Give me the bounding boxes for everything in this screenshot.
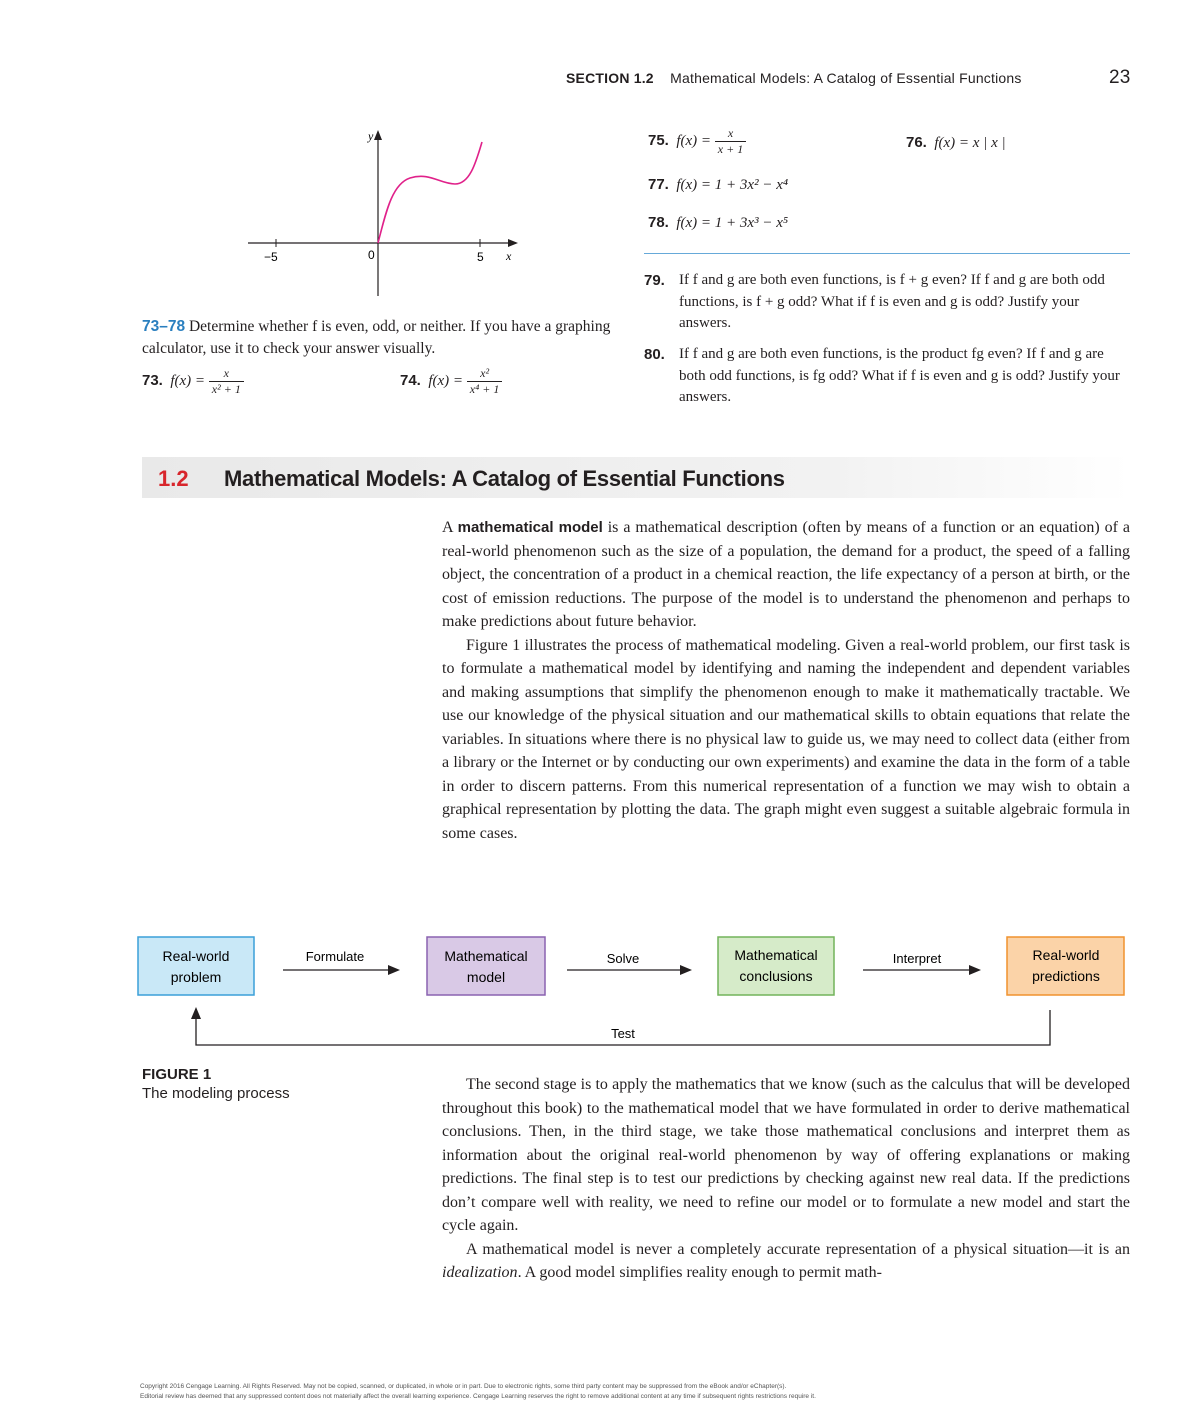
box-label: Mathematical xyxy=(444,948,528,964)
fraction-denominator: x⁴ + 1 xyxy=(467,381,503,397)
fraction-numerator: x xyxy=(223,366,229,380)
arrow-label-interpret: Interpret xyxy=(892,951,942,966)
section-number: 1.2 xyxy=(158,466,189,491)
tick-label-zero: 0 xyxy=(368,248,375,262)
exercise-instruction-text: Determine whether f is even, odd, or neither. If you have a graphing calculator, use it to check your answer visually. xyxy=(142,318,611,357)
question-number: 79. xyxy=(644,272,665,289)
figure-label: FIGURE 1 xyxy=(142,1066,212,1083)
copyright-line-2: Editorial review has deemed that any suppressed content does not materially affect the overall learning experience. Cengage Learning reserves the right to remove additional content at any time if subsequent rights restrictions require it. xyxy=(140,1393,816,1400)
paragraph-1 xyxy=(442,516,1130,634)
tick-label-pos5: 5 xyxy=(477,250,484,264)
exercise-number: 74. xyxy=(400,371,421,389)
exercise-expression: f(x) = x | x | xyxy=(934,135,1006,151)
exercise-instruction xyxy=(142,316,612,360)
running-head-title: Mathematical Models: A Catalog of Essential Functions xyxy=(670,70,1022,86)
divider-rule xyxy=(644,253,1130,254)
body-text-bottom xyxy=(442,1073,1130,1285)
copyright-line-1: Copyright 2016 Cengage Learning. All Rights Reserved. May not be copied, scanned, or duplicated, in whole or in part. Due to electronic rights, some third party content may be suppressed from the eBook and/or eChapter(s). xyxy=(140,1383,787,1390)
box-label: Real-world xyxy=(162,948,230,964)
box-label: conclusions xyxy=(739,968,813,984)
fraction xyxy=(715,126,746,157)
exercise-73 xyxy=(142,366,244,397)
fraction-numerator: x xyxy=(727,126,734,140)
paragraph-rest: . A good model simplifies reality enough to permit math- xyxy=(517,1264,882,1281)
exercise-expression: f(x) = 1 + 3x³ − x⁵ xyxy=(676,215,789,231)
exercise-77 xyxy=(648,176,788,194)
box-label: problem xyxy=(170,969,222,985)
x-axis-label: x xyxy=(506,249,512,263)
fraction-denominator: x² + 1 xyxy=(209,381,244,397)
box-label: Real-world xyxy=(1032,947,1100,963)
box-label: model xyxy=(466,969,506,985)
paragraph-lead: A xyxy=(442,519,458,536)
fraction-denominator: x + 1 xyxy=(715,141,746,157)
paragraph-lead: A mathematical model is never a completely accurate representation of a physical situation—it is an xyxy=(466,1240,1130,1258)
figure-caption-text: The modeling process xyxy=(142,1085,290,1102)
exercise-74 xyxy=(400,366,502,397)
fraction xyxy=(467,366,503,397)
page-number: 23 xyxy=(1109,67,1131,88)
y-axis-arrow xyxy=(374,130,382,140)
exercise-expression: f(x) = 1 + 3x² − x⁴ xyxy=(676,177,789,193)
exercise-lhs: f(x) = xyxy=(170,372,206,389)
exercise-76 xyxy=(906,134,1006,152)
paragraph-3: The second stage is to apply the mathematics that we know (such as the calculus that will be developed throughout this book) to the mathematical model that we have formulated in order to derive mathematical conclusions. Then, in the third stage, we take those mathematical conclusions and interpret them as information about the original real-world phenomenon by way of offering explanations or making predictions. The final step is to test our predictions by checking against new real data. If the predictions don’t compare well with reality, we need to refine our model or to formulate a new model and start the cycle again. xyxy=(442,1076,1130,1234)
arrow-head xyxy=(191,1007,201,1019)
modeling-flowchart xyxy=(130,925,1130,1055)
tick-label-neg5: −5 xyxy=(264,250,278,264)
paragraph-2: Figure 1 illustrates the process of mathematical modeling. Given a real-world problem, our first task is to formulate a mathematical model by identifying and naming the independent and dependent variables and making assumptions that simplify the phenomenon enough to make it mathematically tractable. We use our knowledge of the physical situation and our mathematical skills to obtain equations that relate the variables. In situations where there is no physical law to guide us, we may need to collect data (either from a library or the Internet or by conducting our own experiments) and examine the data in the form of a table in order to discern patterns. From this numerical representation of a function we may wish to obtain a graphical representation by plotting the data. The graph might even suggest a suitable algebraic formula in some cases. xyxy=(442,636,1130,842)
arrow-label-solve: Solve xyxy=(606,951,640,966)
arrow-head xyxy=(969,965,981,975)
feedback-label-test: Test xyxy=(611,1026,635,1041)
question-number: 80. xyxy=(644,346,665,363)
exercise-number: 76. xyxy=(906,134,927,151)
question-79 xyxy=(644,270,1130,335)
box-label: predictions xyxy=(1032,968,1100,984)
term-mathematical-model: mathematical model xyxy=(457,519,603,536)
figure-caption xyxy=(142,1066,290,1102)
paragraph-4 xyxy=(442,1238,1130,1285)
question-text: If f and g are both even functions, is f + g even? If f and g are both odd functions, is f + g odd? What if f is even and g is odd? Justify your answers. xyxy=(679,272,1105,331)
exercise-78 xyxy=(648,214,788,232)
exercise-number: 78. xyxy=(648,214,669,231)
body-text-top xyxy=(442,516,1130,845)
arrow-head xyxy=(680,965,692,975)
paragraph-rest: is a mathematical description (often by means of a function or an equation) of a real-world phenomenon such as the size of a population, the demand for a product, the speed of a falling object, the concentration of a product in a chemical reaction, the life expectancy of a person at birth, or the cost of emission reductions. The purpose of the model is to understand the phenomenon and perhaps to make predictions about future behavior. xyxy=(442,519,1131,630)
box-mathematical-conclusions xyxy=(718,937,834,995)
question-text: If f and g are both even functions, is the product fg even? If f and g are both odd functions, is fg odd? What if f is even and g is odd? Justify your answers. xyxy=(679,346,1120,405)
section-label: SECTION 1.2 xyxy=(566,70,654,86)
function-curve xyxy=(378,142,482,243)
section-title: Mathematical Models: A Catalog of Essential Functions xyxy=(224,466,785,491)
exercise-number: 75. xyxy=(648,131,669,149)
box-real-world-problem xyxy=(138,937,254,995)
exercise-lhs: f(x) = xyxy=(676,132,712,149)
arrow-label-formulate: Formulate xyxy=(305,949,365,964)
box-real-world-predictions xyxy=(1007,937,1124,995)
box-mathematical-model xyxy=(427,937,545,995)
exercise-range: 73–78 xyxy=(142,318,186,335)
function-graph xyxy=(240,122,530,302)
y-axis-label: y xyxy=(368,129,374,143)
exercise-number: 77. xyxy=(648,176,669,193)
exercise-number: 73. xyxy=(142,371,163,389)
box-label: Mathematical xyxy=(734,947,818,963)
copyright-notice xyxy=(140,1382,1060,1402)
exercise-lhs: f(x) = xyxy=(428,372,464,389)
question-80 xyxy=(644,344,1130,409)
term-idealization: idealization xyxy=(442,1264,518,1281)
section-header xyxy=(142,457,1130,498)
fraction-numerator: x² xyxy=(480,366,490,380)
fraction xyxy=(209,366,244,397)
arrow-head xyxy=(388,965,400,975)
x-axis-arrow xyxy=(508,239,518,247)
exercise-75 xyxy=(648,126,746,157)
running-head xyxy=(566,67,1131,88)
